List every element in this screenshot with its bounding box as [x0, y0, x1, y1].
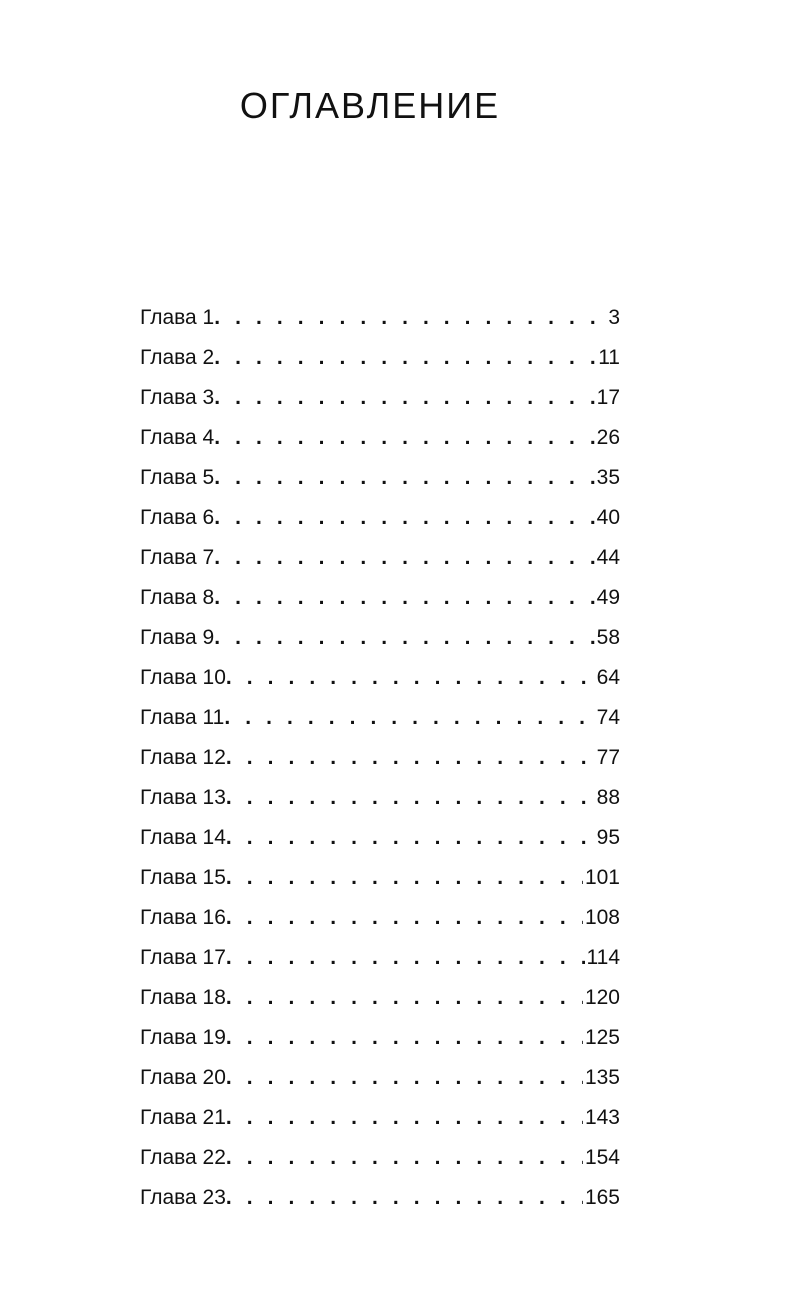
- page-number: 88: [596, 786, 620, 809]
- dot-leader: [226, 818, 595, 858]
- chapter-label: Глава 6: [140, 506, 215, 529]
- dot-leader: [226, 898, 583, 938]
- dot-leader: [226, 978, 583, 1018]
- toc-entry: [140, 978, 620, 1018]
- dot-leader: [226, 658, 595, 698]
- toc-entry: [140, 938, 620, 978]
- toc-entry: [140, 898, 620, 938]
- toc-entry: [140, 538, 620, 578]
- toc-entry: [140, 818, 620, 858]
- toc-entry: [140, 1098, 620, 1138]
- dot-leader: [226, 858, 583, 898]
- chapter-label: Глава 18: [140, 986, 226, 1009]
- chapter-label: Глава 11: [140, 706, 225, 729]
- toc-entry: [140, 1138, 620, 1178]
- dot-leader: [226, 778, 595, 818]
- toc-entry: [140, 578, 620, 618]
- chapter-label: Глава 20: [140, 1066, 226, 1089]
- toc-entry: [140, 378, 620, 418]
- page-number: 11: [598, 346, 620, 369]
- toc-entry: [140, 1018, 620, 1058]
- page-number: 64: [596, 666, 620, 689]
- chapter-label: Глава 10: [140, 666, 226, 689]
- chapter-label: Глава 12: [140, 746, 226, 769]
- chapter-label: Глава 17: [140, 946, 226, 969]
- chapter-label: Глава 1: [140, 306, 215, 329]
- page-number: 101: [584, 866, 620, 889]
- chapter-label: Глава 8: [140, 586, 215, 609]
- chapter-label: Глава 13: [140, 786, 226, 809]
- page-number: 49: [596, 586, 620, 609]
- page-number: 3: [608, 306, 620, 329]
- dot-leader: [214, 538, 594, 578]
- page-number: 114: [586, 946, 620, 969]
- page-number: 17: [596, 386, 620, 409]
- toc-entry: [140, 1058, 620, 1098]
- chapter-label: Глава 2: [140, 346, 215, 369]
- dot-leader: [226, 738, 595, 778]
- dot-leader: [226, 1138, 583, 1178]
- dot-leader: [226, 1018, 583, 1058]
- chapter-label: Глава 3: [140, 386, 215, 409]
- toc-entry: [140, 298, 620, 338]
- dot-leader: [214, 458, 594, 498]
- toc-entry: [140, 858, 620, 898]
- page-number: 108: [584, 906, 620, 929]
- page-number: 120: [584, 986, 620, 1009]
- page-number: 44: [596, 546, 620, 569]
- toc-entry: [140, 778, 620, 818]
- chapter-label: Глава 15: [140, 866, 226, 889]
- chapter-label: Глава 14: [140, 826, 226, 849]
- toc-entry: [140, 458, 620, 498]
- toc-entry: [140, 618, 620, 658]
- toc-entry: [140, 658, 620, 698]
- chapter-label: Глава 16: [140, 906, 226, 929]
- dot-leader: [214, 338, 596, 378]
- dot-leader: [214, 298, 606, 338]
- page-number: 40: [596, 506, 620, 529]
- chapter-label: Глава 22: [140, 1146, 226, 1169]
- toc-entry: [140, 738, 620, 778]
- dot-leader: [214, 418, 594, 458]
- page-number: 135: [584, 1066, 620, 1089]
- toc-entry: [140, 498, 620, 538]
- dot-leader: [214, 498, 594, 538]
- dot-leader: [224, 698, 594, 738]
- toc-entry: [140, 338, 620, 378]
- dot-leader: [226, 1058, 583, 1098]
- page-number: 95: [596, 826, 620, 849]
- page-number: 143: [584, 1106, 620, 1129]
- toc-entry: [140, 1178, 620, 1218]
- page-number: 58: [596, 626, 620, 649]
- page-number: 74: [596, 706, 620, 729]
- page-number: 154: [584, 1146, 620, 1169]
- chapter-label: Глава 9: [140, 626, 215, 649]
- page-number: 77: [596, 746, 620, 769]
- dot-leader: [226, 938, 585, 978]
- chapter-label: Глава 21: [140, 1106, 226, 1129]
- chapter-label: Глава 19: [140, 1026, 226, 1049]
- page-title: ОГЛАВЛЕНИЕ: [239, 85, 501, 126]
- chapter-label: Глава 7: [140, 546, 215, 569]
- page-number: 165: [584, 1186, 620, 1209]
- chapter-label: Глава 5: [140, 466, 215, 489]
- dot-leader: [226, 1098, 583, 1138]
- table-of-contents: [140, 298, 620, 1218]
- dot-leader: [214, 618, 594, 658]
- dot-leader: [214, 378, 594, 418]
- toc-entry: [140, 418, 620, 458]
- page-number: 26: [596, 426, 620, 449]
- chapter-label: Глава 4: [140, 426, 215, 449]
- dot-leader: [214, 578, 594, 618]
- page-number: 35: [596, 466, 620, 489]
- toc-entry: [140, 698, 620, 738]
- chapter-label: Глава 23: [140, 1186, 226, 1209]
- dot-leader: [226, 1178, 583, 1218]
- page-number: 125: [584, 1026, 620, 1049]
